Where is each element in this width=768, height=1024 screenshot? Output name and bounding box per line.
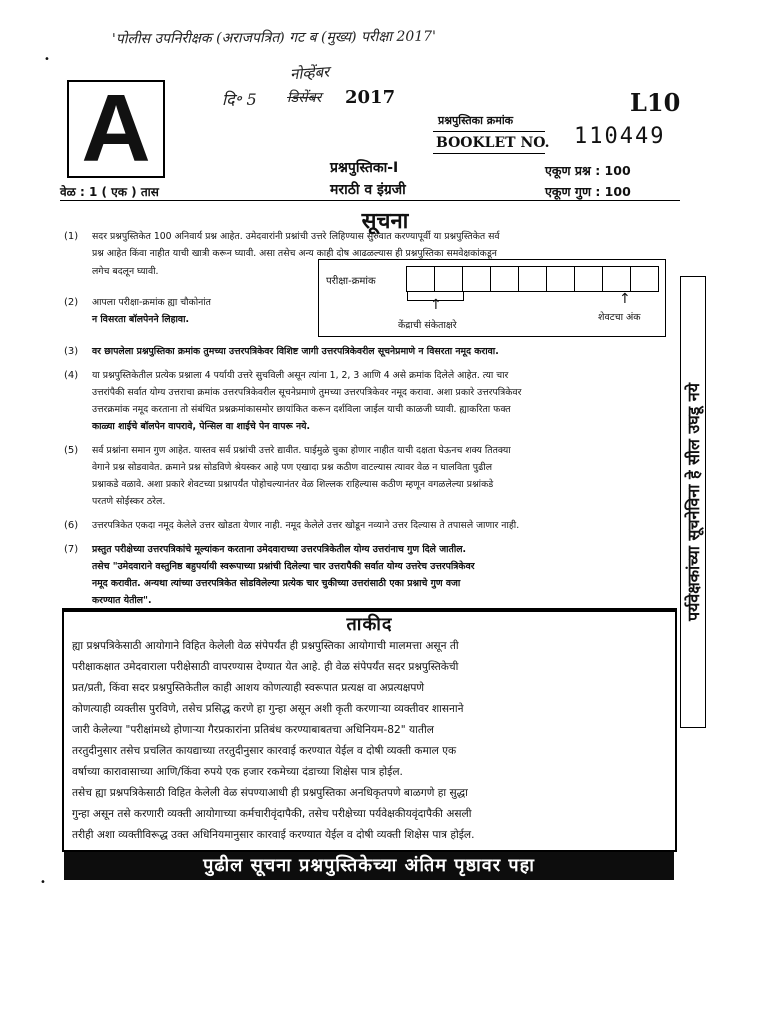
instruction-line: तसेच "उमेदवाराने वस्तुनिष्ठ बहुपर्यायी स्वरूपाच्या प्रश्नांची दिलेल्या चार उत्तरापैकी सर्वात योग्य उत्तरेच उत्तरपत्रिकेवर <box>92 561 475 572</box>
warning-line: तरतुदीनुसार तसेच प्रचलित कायद्याच्या तरतुदीनुसार कारवाई करण्यात येईल व दोषी व्यक्ती कमाल एक <box>72 745 457 757</box>
warning-line: प्रत/प्रती, किंवा सदर प्रश्नपुस्तिकेतील काही आशय कोणत्याही स्वरूपात प्रत्यक्ष वा अप्रत्यक्षपणे <box>72 682 425 694</box>
header-divider <box>60 200 680 201</box>
booklet-label-en: BOOKLET NO. <box>436 135 550 151</box>
roll-digit-cell[interactable] <box>574 266 603 292</box>
instruction-line: उत्तरक्रमांक नमूद करताना तो संबंधित प्रश्नक्रमांकासमोर छायांकित करून दर्शविला जाईल याची काळजी घ्यावी. ह्याकरिता फक्त <box>92 404 511 415</box>
roll-number-label: परीक्षा-क्रमांक <box>326 276 376 287</box>
booklet-number: 110449 <box>574 124 666 149</box>
instruction-line: या प्रश्नपुस्तिकेतील प्रत्येक प्रश्नाला 4 पर्यायी उत्तरे सुचविली असून त्यांना 1, 2, 3 आणि 4 असे क्रमांक दिलेले आहेत. त्या चार <box>92 370 509 381</box>
instruction-line: प्रश्नाकडे वळावे. अशा प्रकारे शेवटच्या प्रश्नापर्यंत पोहोचल्यानंतर वेळ शिल्लक राहिल्यास कठीण म्हणून वगळलेल्या प्रश्नांकडे <box>92 479 494 490</box>
set-letter-box: A <box>67 80 165 178</box>
warning-line: कोणत्याही व्यक्तीस पुरविणे, तसेच प्रसिद्ध करणे हा गुन्हा असून अशी कृती करणाऱ्या व्यक्तीवर शासनाने <box>72 703 464 715</box>
warning-title: ताकीद <box>346 614 393 635</box>
warning-line: जारी केलेल्या "परीक्षांमध्ये होणाऱ्या गैरप्रकारांना प्रतिबंध करण्याबाबतचा अधिनियम-82" यातील <box>72 724 434 736</box>
booklet-label-mr: प्रश्नपुस्तिका क्रमांक <box>438 114 514 127</box>
instruction-number: (6) <box>64 520 79 531</box>
instruction-number: (7) <box>64 544 79 555</box>
roll-number-grid[interactable] <box>407 266 659 292</box>
total-questions: एकूण प्रश्न : 100 <box>545 163 631 178</box>
paper-subject: मराठी व इंग्रजी <box>330 182 406 198</box>
instruction-line: प्रस्तुत परीक्षेच्या उत्तरपत्रिकांचे मूल्यांकन करताना उमेदवाराच्या उत्तरपत्रिकेतील योग्य उत्तरांनाच गुण दिले जातील. <box>92 544 467 555</box>
instruction-line: प्रश्न आहेत किंवा नाहीत याची खात्री करून घ्यावी. असा तसेच अन्य काही दोष आढळल्यास ही प्रश्नपुस्तिका समवेक्षकांकडून <box>92 248 497 259</box>
center-code-label: केंद्राची संकेताक्षरे <box>398 320 457 331</box>
side-seal-note: पर्यवेक्षकांच्या सूचनेविना हे सील उघडू नये <box>684 383 703 621</box>
roll-digit-cell[interactable] <box>630 266 659 292</box>
warning-line: तसेच ह्या प्रश्नपत्रिकेसाठी विहित केलेली वेळ संपण्याआधी ही प्रश्नपुस्तिका अनधिकृतपणे बाळगणे हा सुद्धा <box>72 787 468 799</box>
roll-digit-cell[interactable] <box>602 266 631 292</box>
duration: वेळ : 1 ( एक ) तास <box>60 185 159 199</box>
date-prefix: दि॰ 5 <box>222 90 257 109</box>
instruction-number: (3) <box>64 346 79 357</box>
paper-title: प्रश्नपुस्तिका-I <box>330 160 399 176</box>
total-marks: एकूण गुण : 100 <box>545 184 631 199</box>
instruction-number: (5) <box>64 445 79 456</box>
instruction-number: (4) <box>64 370 79 381</box>
instruction-line: लगेच बदलून घ्यावी. <box>92 266 159 277</box>
booklet-number-underline <box>433 153 545 154</box>
roll-digit-cell[interactable] <box>490 266 519 292</box>
instruction-line: करण्यात येतील". <box>92 595 152 606</box>
booklet-label-divider <box>433 131 545 132</box>
roll-digit-cell[interactable] <box>462 266 491 292</box>
margin-mark: • <box>40 877 46 888</box>
roll-digit-cell[interactable] <box>546 266 575 292</box>
margin-mark: • <box>44 54 50 65</box>
instruction-line: न विसरता बॉलपेनने लिहावा. <box>92 314 190 325</box>
date-struck-month: डिसेंबर <box>287 90 322 106</box>
instruction-line: सदर प्रश्नपुस्तिकेत 100 अनिवार्य प्रश्न आहेत. उमेदवारांनी प्रश्नांची उत्तरे लिहिण्यास सुरुवात करण्यापूर्वी या प्रश्नपुस्तिकेत सर्व <box>92 231 500 242</box>
center-code-arrow-icon: ↑ <box>430 297 442 313</box>
last-digit-label: शेवटचा अंक <box>598 312 641 323</box>
warning-line: गुन्हा असून तसे करणारी व्यक्ती आयोगाच्या कर्मचारीवृंदापैकी, तसेच परीक्षेच्या पर्यवेक्षकीयवृंदापैकी असली <box>72 808 472 820</box>
handwritten-title: 'पोलीस उपनिरीक्षक (अराजपत्रित) गट ब (मुख्य) परीक्षा 2017' <box>111 28 437 48</box>
roll-digit-cell[interactable] <box>406 266 435 292</box>
instruction-line: वर छापलेला प्रश्नपुस्तिका क्रमांक तुमच्या उत्तरपत्रिकेवर विशिष्ट जागी उत्तरपत्रिकेवरील सूचनेप्रमाणे न विसरता नमूद करावा. <box>92 346 499 357</box>
date-year: 2017 <box>345 87 396 108</box>
date-month-correction: नोव्हेंबर <box>289 62 330 84</box>
last-digit-arrow-icon: ↑ <box>619 291 631 307</box>
footer-banner: पुढील सूचना प्रश्नपुस्तिकेच्या अंतिम पृष्ठावर पहा <box>64 852 674 880</box>
instructions-title: सूचना <box>361 209 409 234</box>
roll-digit-cell[interactable] <box>434 266 463 292</box>
warning-line: तरीही अशा व्यक्तीविरूद्ध उक्त अधिनियमानुसार कारवाई करण्यात येईल व दोषी व्यक्ती शिक्षेस पात्र होईल. <box>72 829 475 841</box>
instruction-line: नमूद करावीत. अन्यथा त्यांच्या उत्तरपत्रिकेत सोडविलेल्या प्रत्येक चार चुकीच्या उत्तरांसाठी एका प्रश्नाचे गुण वजा <box>92 578 461 589</box>
roll-digit-cell[interactable] <box>518 266 547 292</box>
instruction-line: सर्व प्रश्नांना समान गुण आहेत. यास्तव सर्व प्रश्नांची उत्तरे द्यावीत. घाईमुळे चुका होणार नाहीत याची दक्षता घेऊनच शक्य तितक्या <box>92 445 511 456</box>
instruction-line: उत्तरपत्रिकेत एकदा नमूद केलेले उत्तर खोडता येणार नाही. नमूद केलेले उत्तर खोडून नव्याने उत्तर दिल्यास ते तपासले जाणार नाही. <box>92 520 520 531</box>
instruction-line: उत्तरांपैकी सर्वात योग्य उत्तराचा क्रमांक उत्तरपत्रिकेवरील सूचनेप्रमाणे तुमच्या उत्तरपत्रिकेवर नमूद करावा. अशा प्रकारे उत्तरपत्रिकेवर <box>92 387 522 398</box>
instruction-line: परतणे सोईस्कर ठरेल. <box>92 496 166 507</box>
warning-line: परीक्षाकक्षात उमेदवाराला परीक्षेसाठी वापरण्यास देण्यात येत आहे. ही वेळ संपेपर्यंत सदर प्रश्नपुस्तिकेची <box>72 661 459 673</box>
instruction-line: काळ्या शाईचे बॉलपेन वापरावे, पेन्सिल वा शाईचे पेन वापरू नये. <box>92 421 311 432</box>
paper-code: L10 <box>630 88 681 117</box>
instruction-number: (2) <box>64 297 79 308</box>
instruction-line: आपला परीक्षा-क्रमांक ह्या चौकोनांत <box>92 297 211 308</box>
warning-line: ह्या प्रश्नपत्रिकेसाठी आयोगाने विहित केलेली वेळ संपेपर्यंत ही प्रश्नपुस्तिका आयोगाची मालमत्ता असून ती <box>72 640 459 652</box>
warning-line: वर्षाच्या कारावासाच्या आणि/किंवा रुपये एक हजार रकमेच्या दंडाच्या शिक्षेस पात्र होईल. <box>72 766 403 778</box>
instruction-line: वेगाने प्रश्न सोडवावेत. क्रमाने प्रश्न सोडविणे श्रेयस्कर आहे पण एखादा प्रश्न कठीण वाटल्यास त्यावर वेळ न घालविता पुढील <box>92 462 493 473</box>
instruction-number: (1) <box>64 231 79 242</box>
